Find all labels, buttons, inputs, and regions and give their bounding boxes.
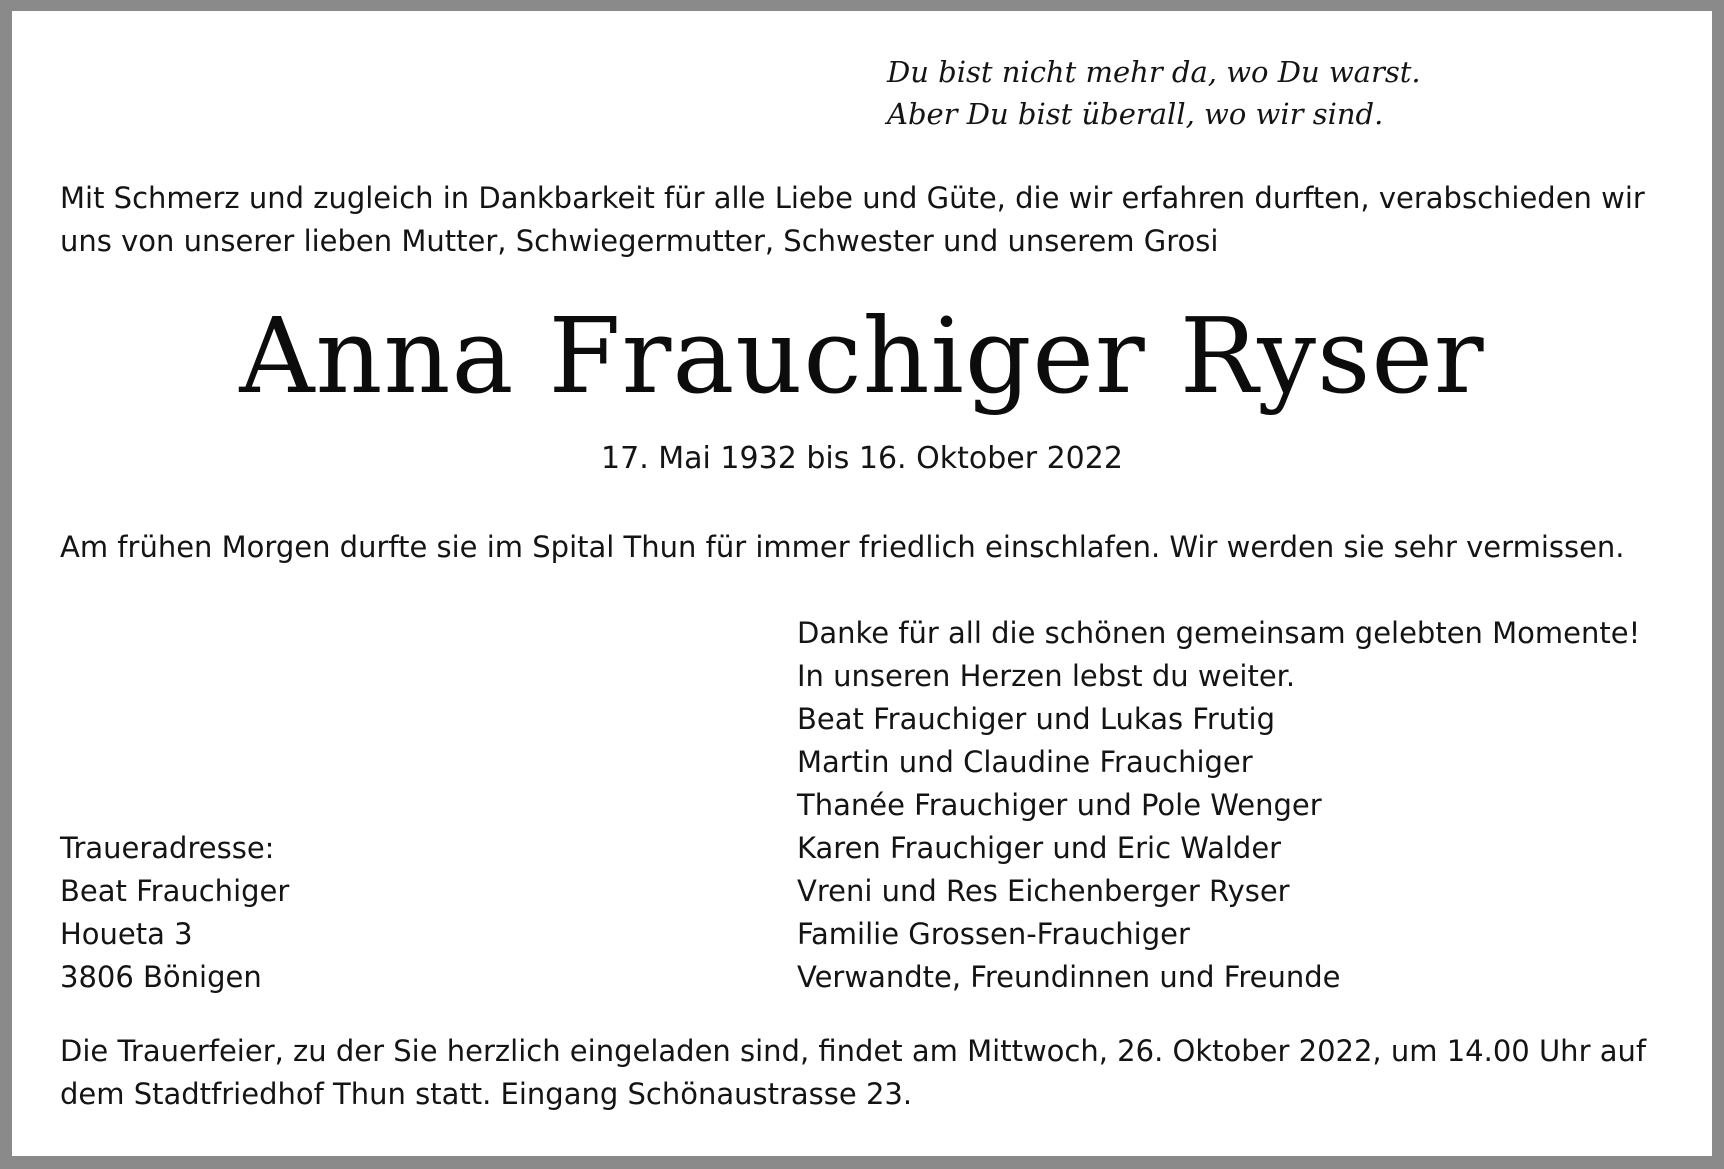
address-name: Beat Frauchiger	[60, 874, 290, 908]
signer-line: Verwandte, Freundinnen und Freunde	[797, 960, 1341, 994]
passing-paragraph: Am frühen Morgen durfte sie im Spital Thun für immer friedlich einschlafen. Wir werden sie sehr vermissen.	[60, 530, 1625, 564]
address-label: Traueradresse:	[60, 831, 275, 865]
ceremony-paragraph	[60, 1030, 1646, 1116]
signer-line: Familie Grossen-Frauchiger	[797, 917, 1190, 951]
signer-line: In unseren Herzen lebst du weiter.	[797, 659, 1296, 693]
signer-line: Karen Frauchiger und Eric Walder	[797, 831, 1282, 865]
intro-paragraph	[60, 177, 1645, 263]
obituary-notice	[12, 11, 1712, 1156]
ceremony-line-2: dem Stadtfriedhof Thun statt. Eingang Schönaustrasse 23.	[60, 1077, 913, 1111]
signer-line: Thanée Frauchiger und Pole Wenger	[797, 788, 1322, 822]
memorial-quote	[887, 51, 1421, 135]
quote-line-2: Aber Du bist überall, wo wir sind.	[887, 97, 1384, 131]
address-street: Houeta 3	[60, 917, 193, 951]
signer-line: Danke für all die schönen gemeinsam gelebten Momente!	[797, 616, 1641, 650]
signers-list	[797, 612, 1640, 999]
address-city: 3806 Bönigen	[60, 960, 262, 994]
deceased-name: Anna Frauchiger Ryser	[239, 295, 1485, 417]
signer-line: Martin und Claudine Frauchiger	[797, 745, 1253, 779]
signer-line: Vreni und Res Eichenberger Ryser	[797, 874, 1290, 908]
ceremony-line-1: Die Trauerfeier, zu der Sie herzlich eingeladen sind, findet am Mittwoch, 26. Oktober 2022, um 14.00 Uhr auf	[60, 1034, 1647, 1068]
life-dates: 17. Mai 1932 bis 16. Oktober 2022	[601, 441, 1123, 476]
intro-line-1: Mit Schmerz und zugleich in Dankbarkeit für alle Liebe und Güte, die wir erfahren durften, verabschieden wir	[60, 181, 1645, 215]
mourning-address	[60, 827, 289, 999]
signer-line: Beat Frauchiger und Lukas Frutig	[797, 702, 1276, 736]
quote-line-1: Du bist nicht mehr da, wo Du warst.	[887, 55, 1421, 89]
intro-line-2: uns von unserer lieben Mutter, Schwiegermutter, Schwester und unserem Grosi	[60, 224, 1219, 258]
